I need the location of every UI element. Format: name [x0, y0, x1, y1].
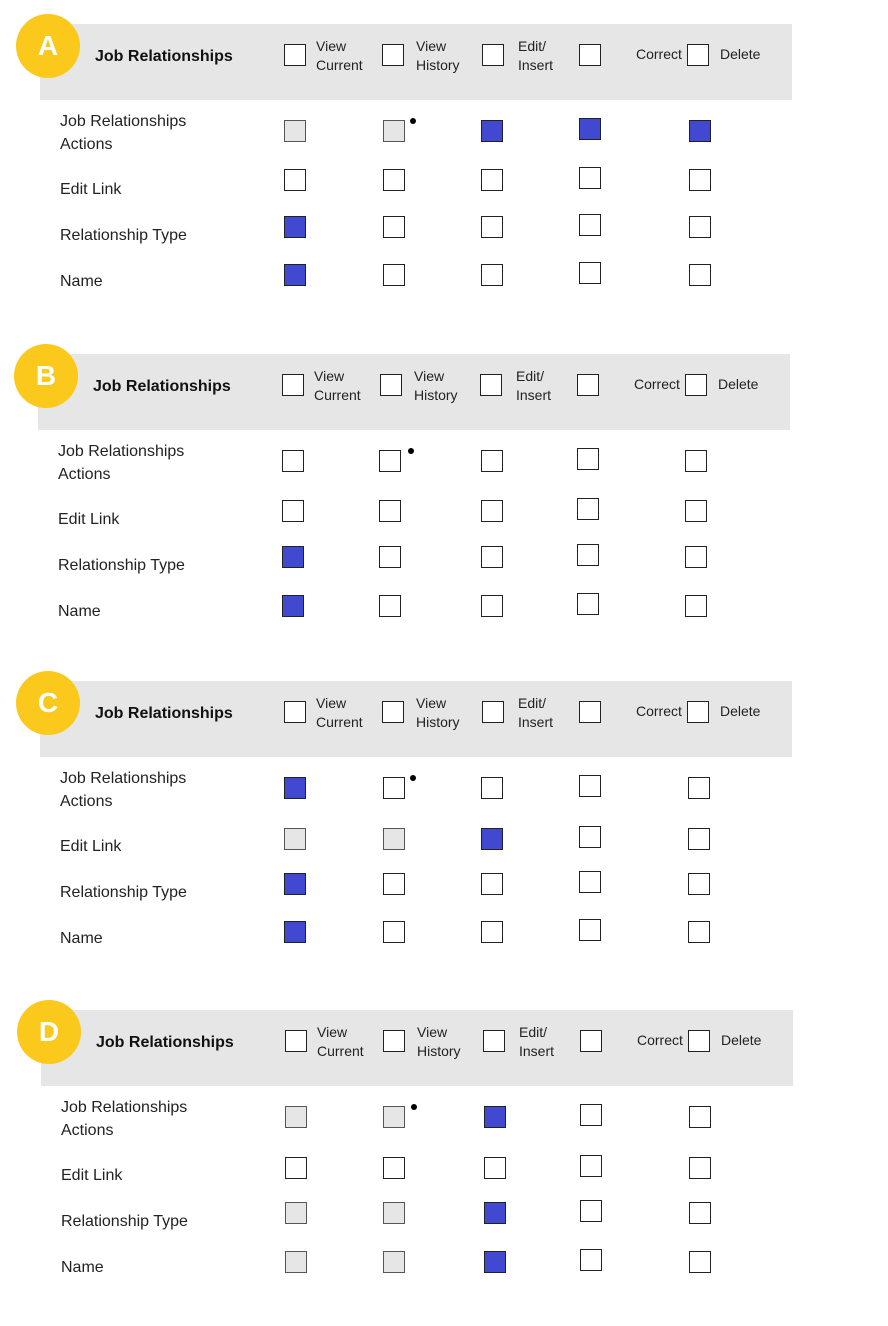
header-label-line2: Current: [316, 714, 363, 730]
row-3-delete-checkbox[interactable]: [689, 264, 711, 286]
header-label-line1: View: [317, 1024, 348, 1040]
row-1-view-current-checkbox[interactable]: [282, 500, 304, 522]
select-all-view-history-checkbox[interactable]: [382, 44, 404, 66]
marker-dot: [410, 118, 416, 124]
row-1-edit-insert-checkbox[interactable]: [481, 828, 503, 850]
header-label-correct: [637, 1031, 683, 1050]
row-3-delete-checkbox[interactable]: [685, 595, 707, 617]
row-label: [60, 927, 103, 950]
row-label: [58, 600, 101, 623]
row-label: [58, 508, 119, 531]
permission-panel-d: [17, 1000, 817, 1300]
header-label-view-history: [416, 694, 460, 732]
row-3-view-history-checkbox[interactable]: [383, 921, 405, 943]
select-all-view-history-checkbox[interactable]: [383, 1030, 405, 1052]
row-0-correct-checkbox[interactable]: [577, 448, 599, 470]
row-2-correct-checkbox[interactable]: [579, 214, 601, 236]
row-0-delete-checkbox[interactable]: [689, 1106, 711, 1128]
row-1-delete-checkbox[interactable]: [689, 1157, 711, 1179]
header-label-line2: History: [416, 57, 460, 73]
row-3-edit-insert-checkbox[interactable]: [481, 595, 503, 617]
row-0-view-history-checkbox: [383, 1106, 405, 1128]
header-label-line1: Edit/: [518, 38, 547, 54]
row-3-view-current-checkbox: [285, 1251, 307, 1273]
header-label-delete: [718, 375, 758, 394]
row-1-delete-checkbox[interactable]: [685, 500, 707, 522]
header-label-line1: View: [316, 695, 347, 711]
row-0-view-history-checkbox[interactable]: [379, 450, 401, 472]
row-3-edit-insert-checkbox[interactable]: [481, 264, 503, 286]
panel-letter-badge: A: [16, 14, 80, 78]
header-label-line1: View: [416, 695, 447, 711]
select-all-edit-insert-checkbox[interactable]: [483, 1030, 505, 1052]
header-label-edit-insert: [519, 1023, 554, 1061]
marker-dot: [408, 448, 414, 454]
header-label-line1: View: [316, 38, 347, 54]
row-label: [58, 554, 185, 577]
row-label-line1: Job Relationships: [60, 113, 187, 130]
row-3-correct-checkbox[interactable]: [579, 262, 601, 284]
panel-title: Job Relationships: [95, 705, 233, 722]
select-all-correct-checkbox[interactable]: [579, 701, 601, 723]
row-0-edit-insert-checkbox[interactable]: [484, 1106, 506, 1128]
row-label: [60, 178, 121, 201]
header-label-line2: Insert: [518, 714, 554, 730]
row-0-correct-checkbox[interactable]: [579, 775, 601, 797]
row-1-edit-insert-checkbox[interactable]: [481, 169, 503, 191]
panel-title: Job Relationships: [95, 48, 233, 65]
header-label-line2: History: [414, 387, 458, 403]
select-all-delete-checkbox[interactable]: [687, 44, 709, 66]
permission-panel-b: [14, 344, 814, 644]
header-label-delete: [720, 45, 760, 64]
select-all-correct-checkbox[interactable]: [577, 374, 599, 396]
row-label: [61, 1256, 104, 1279]
row-3-view-current-checkbox[interactable]: [282, 595, 304, 617]
row-0-view-current-checkbox[interactable]: [282, 450, 304, 472]
row-2-view-history-checkbox: [383, 1202, 405, 1224]
select-all-delete-checkbox[interactable]: [685, 374, 707, 396]
panel-title: Job Relationships: [96, 1034, 234, 1051]
header-label-line1: Delete: [720, 703, 761, 719]
header-label-line2: Insert: [519, 1043, 555, 1059]
row-2-view-history-checkbox[interactable]: [383, 216, 405, 238]
row-1-view-history-checkbox[interactable]: [383, 1157, 405, 1179]
row-3-correct-checkbox[interactable]: [577, 593, 599, 615]
row-3-edit-insert-checkbox[interactable]: [484, 1251, 506, 1273]
header-label-view-history: [416, 37, 460, 75]
row-3-view-history-checkbox: [383, 1251, 405, 1273]
row-3-edit-insert-checkbox[interactable]: [481, 921, 503, 943]
row-3-correct-checkbox[interactable]: [580, 1249, 602, 1271]
header-label-delete: [721, 1031, 761, 1050]
row-3-delete-checkbox[interactable]: [688, 921, 710, 943]
header-label-view-current: [317, 1023, 364, 1061]
row-2-delete-checkbox[interactable]: [688, 873, 710, 895]
header-label-view-current: [314, 367, 361, 405]
row-label-line2: Actions: [58, 466, 111, 483]
header-label-line2: Insert: [516, 387, 552, 403]
row-0-delete-checkbox[interactable]: [688, 777, 710, 799]
row-0-view-history-checkbox: [383, 120, 405, 142]
row-0-edit-insert-checkbox[interactable]: [481, 450, 503, 472]
row-label: [58, 440, 184, 486]
header-label-view-history: [414, 367, 458, 405]
row-1-view-current-checkbox: [284, 828, 306, 850]
row-label-line1: Name: [58, 603, 101, 620]
select-all-view-current-checkbox[interactable]: [284, 44, 306, 66]
row-1-delete-checkbox[interactable]: [688, 828, 710, 850]
row-0-view-current-checkbox[interactable]: [284, 777, 306, 799]
header-label-line1: Delete: [721, 1032, 762, 1048]
row-2-view-current-checkbox[interactable]: [284, 873, 306, 895]
row-0-view-current-checkbox: [285, 1106, 307, 1128]
select-all-view-current-checkbox[interactable]: [284, 701, 306, 723]
permission-panel-c: [16, 671, 816, 971]
row-label-line2: Actions: [60, 793, 113, 810]
row-2-view-history-checkbox[interactable]: [379, 546, 401, 568]
row-2-view-current-checkbox: [285, 1202, 307, 1224]
header-label-line1: Edit/: [519, 1024, 548, 1040]
row-label: [60, 110, 186, 156]
header-label-line1: Correct: [637, 1032, 683, 1048]
panel-title: Job Relationships: [93, 378, 231, 395]
header-label-line1: Edit/: [518, 695, 547, 711]
row-2-correct-checkbox[interactable]: [577, 544, 599, 566]
header-label-edit-insert: [516, 367, 551, 405]
row-3-view-current-checkbox[interactable]: [284, 264, 306, 286]
select-all-correct-checkbox[interactable]: [579, 44, 601, 66]
header-label-line1: View: [417, 1024, 448, 1040]
row-label-line1: Relationship Type: [60, 884, 187, 901]
row-1-correct-checkbox[interactable]: [579, 826, 601, 848]
row-1-edit-insert-checkbox[interactable]: [484, 1157, 506, 1179]
header-label-line1: Delete: [720, 46, 761, 62]
row-2-delete-checkbox[interactable]: [685, 546, 707, 568]
row-0-edit-insert-checkbox[interactable]: [481, 120, 503, 142]
row-0-correct-checkbox[interactable]: [580, 1104, 602, 1126]
header-label-view-history: [417, 1023, 461, 1061]
header-label-line1: View: [314, 368, 345, 384]
row-label: [60, 767, 186, 813]
row-label: [60, 881, 187, 904]
header-label-delete: [720, 702, 760, 721]
row-0-view-history-checkbox[interactable]: [383, 777, 405, 799]
select-all-delete-checkbox[interactable]: [688, 1030, 710, 1052]
header-label-line2: Insert: [518, 57, 554, 73]
row-label-line1: Edit Link: [60, 838, 122, 855]
row-3-view-history-checkbox[interactable]: [379, 595, 401, 617]
panel-letter-badge: C: [16, 671, 80, 735]
row-3-view-history-checkbox[interactable]: [383, 264, 405, 286]
row-label-line1: Name: [60, 273, 103, 290]
row-label-line1: Relationship Type: [60, 227, 187, 244]
select-all-view-history-checkbox[interactable]: [382, 701, 404, 723]
row-1-edit-insert-checkbox[interactable]: [481, 500, 503, 522]
row-1-delete-checkbox[interactable]: [689, 169, 711, 191]
row-3-correct-checkbox[interactable]: [579, 919, 601, 941]
row-0-correct-checkbox[interactable]: [579, 118, 601, 140]
select-all-correct-checkbox[interactable]: [580, 1030, 602, 1052]
row-2-edit-insert-checkbox[interactable]: [481, 873, 503, 895]
select-all-edit-insert-checkbox[interactable]: [480, 374, 502, 396]
header-label-line1: View: [414, 368, 445, 384]
row-label-line1: Relationship Type: [61, 1213, 188, 1230]
header-label-line2: History: [416, 714, 460, 730]
panel-letter-badge: B: [14, 344, 78, 408]
header-label-correct: [634, 375, 680, 394]
row-2-view-history-checkbox[interactable]: [383, 873, 405, 895]
header-label-view-current: [316, 694, 363, 732]
row-label-line1: Edit Link: [61, 1167, 123, 1184]
header-label-correct: [636, 702, 682, 721]
row-label-line2: Actions: [61, 1122, 114, 1139]
row-2-edit-insert-checkbox[interactable]: [484, 1202, 506, 1224]
row-label: [60, 835, 121, 858]
row-label-line1: Job Relationships: [60, 770, 187, 787]
row-3-delete-checkbox[interactable]: [689, 1251, 711, 1273]
row-1-view-history-checkbox[interactable]: [383, 169, 405, 191]
header-label-line1: Delete: [718, 376, 759, 392]
header-label-line2: Current: [314, 387, 361, 403]
select-all-view-history-checkbox[interactable]: [380, 374, 402, 396]
row-2-edit-insert-checkbox[interactable]: [481, 546, 503, 568]
header-label-line1: Correct: [634, 376, 680, 392]
select-all-view-current-checkbox[interactable]: [282, 374, 304, 396]
row-label-line1: Edit Link: [60, 181, 122, 198]
row-0-edit-insert-checkbox[interactable]: [481, 777, 503, 799]
row-1-view-current-checkbox[interactable]: [284, 169, 306, 191]
select-all-view-current-checkbox[interactable]: [285, 1030, 307, 1052]
marker-dot: [411, 1104, 417, 1110]
row-0-delete-checkbox[interactable]: [685, 450, 707, 472]
header-label-line1: Correct: [636, 46, 682, 62]
row-label: [60, 270, 103, 293]
select-all-edit-insert-checkbox[interactable]: [482, 44, 504, 66]
row-2-view-current-checkbox[interactable]: [284, 216, 306, 238]
row-1-view-current-checkbox[interactable]: [285, 1157, 307, 1179]
permission-panel-a: [16, 14, 816, 314]
row-0-delete-checkbox[interactable]: [689, 120, 711, 142]
header-label-correct: [636, 45, 682, 64]
row-label-line1: Name: [61, 1259, 104, 1276]
row-label: [60, 224, 187, 247]
select-all-edit-insert-checkbox[interactable]: [482, 701, 504, 723]
header-label-edit-insert: [518, 37, 553, 75]
header-label-line1: Correct: [636, 703, 682, 719]
row-label-line2: Actions: [60, 136, 113, 153]
row-label-line1: Edit Link: [58, 511, 120, 528]
row-label: [61, 1164, 122, 1187]
row-2-correct-checkbox[interactable]: [579, 871, 601, 893]
select-all-delete-checkbox[interactable]: [687, 701, 709, 723]
row-3-view-current-checkbox[interactable]: [284, 921, 306, 943]
row-1-correct-checkbox[interactable]: [577, 498, 599, 520]
row-label: [61, 1096, 187, 1142]
header-label-edit-insert: [518, 694, 553, 732]
row-1-correct-checkbox[interactable]: [580, 1155, 602, 1177]
row-2-delete-checkbox[interactable]: [689, 1202, 711, 1224]
row-2-delete-checkbox[interactable]: [689, 216, 711, 238]
row-label-line1: Job Relationships: [58, 443, 185, 460]
row-1-correct-checkbox[interactable]: [579, 167, 601, 189]
marker-dot: [410, 775, 416, 781]
row-label-line1: Job Relationships: [61, 1099, 188, 1116]
row-0-view-current-checkbox: [284, 120, 306, 142]
row-2-view-current-checkbox[interactable]: [282, 546, 304, 568]
row-label-line1: Name: [60, 930, 103, 947]
header-label-line2: History: [417, 1043, 461, 1059]
header-label-line2: Current: [317, 1043, 364, 1059]
row-label-line1: Relationship Type: [58, 557, 185, 574]
row-2-edit-insert-checkbox[interactable]: [481, 216, 503, 238]
row-2-correct-checkbox[interactable]: [580, 1200, 602, 1222]
header-label-view-current: [316, 37, 363, 75]
row-1-view-history-checkbox: [383, 828, 405, 850]
header-label-line2: Current: [316, 57, 363, 73]
panel-letter-badge: D: [17, 1000, 81, 1064]
row-label: [61, 1210, 188, 1233]
row-1-view-history-checkbox[interactable]: [379, 500, 401, 522]
header-label-line1: Edit/: [516, 368, 545, 384]
header-label-line1: View: [416, 38, 447, 54]
